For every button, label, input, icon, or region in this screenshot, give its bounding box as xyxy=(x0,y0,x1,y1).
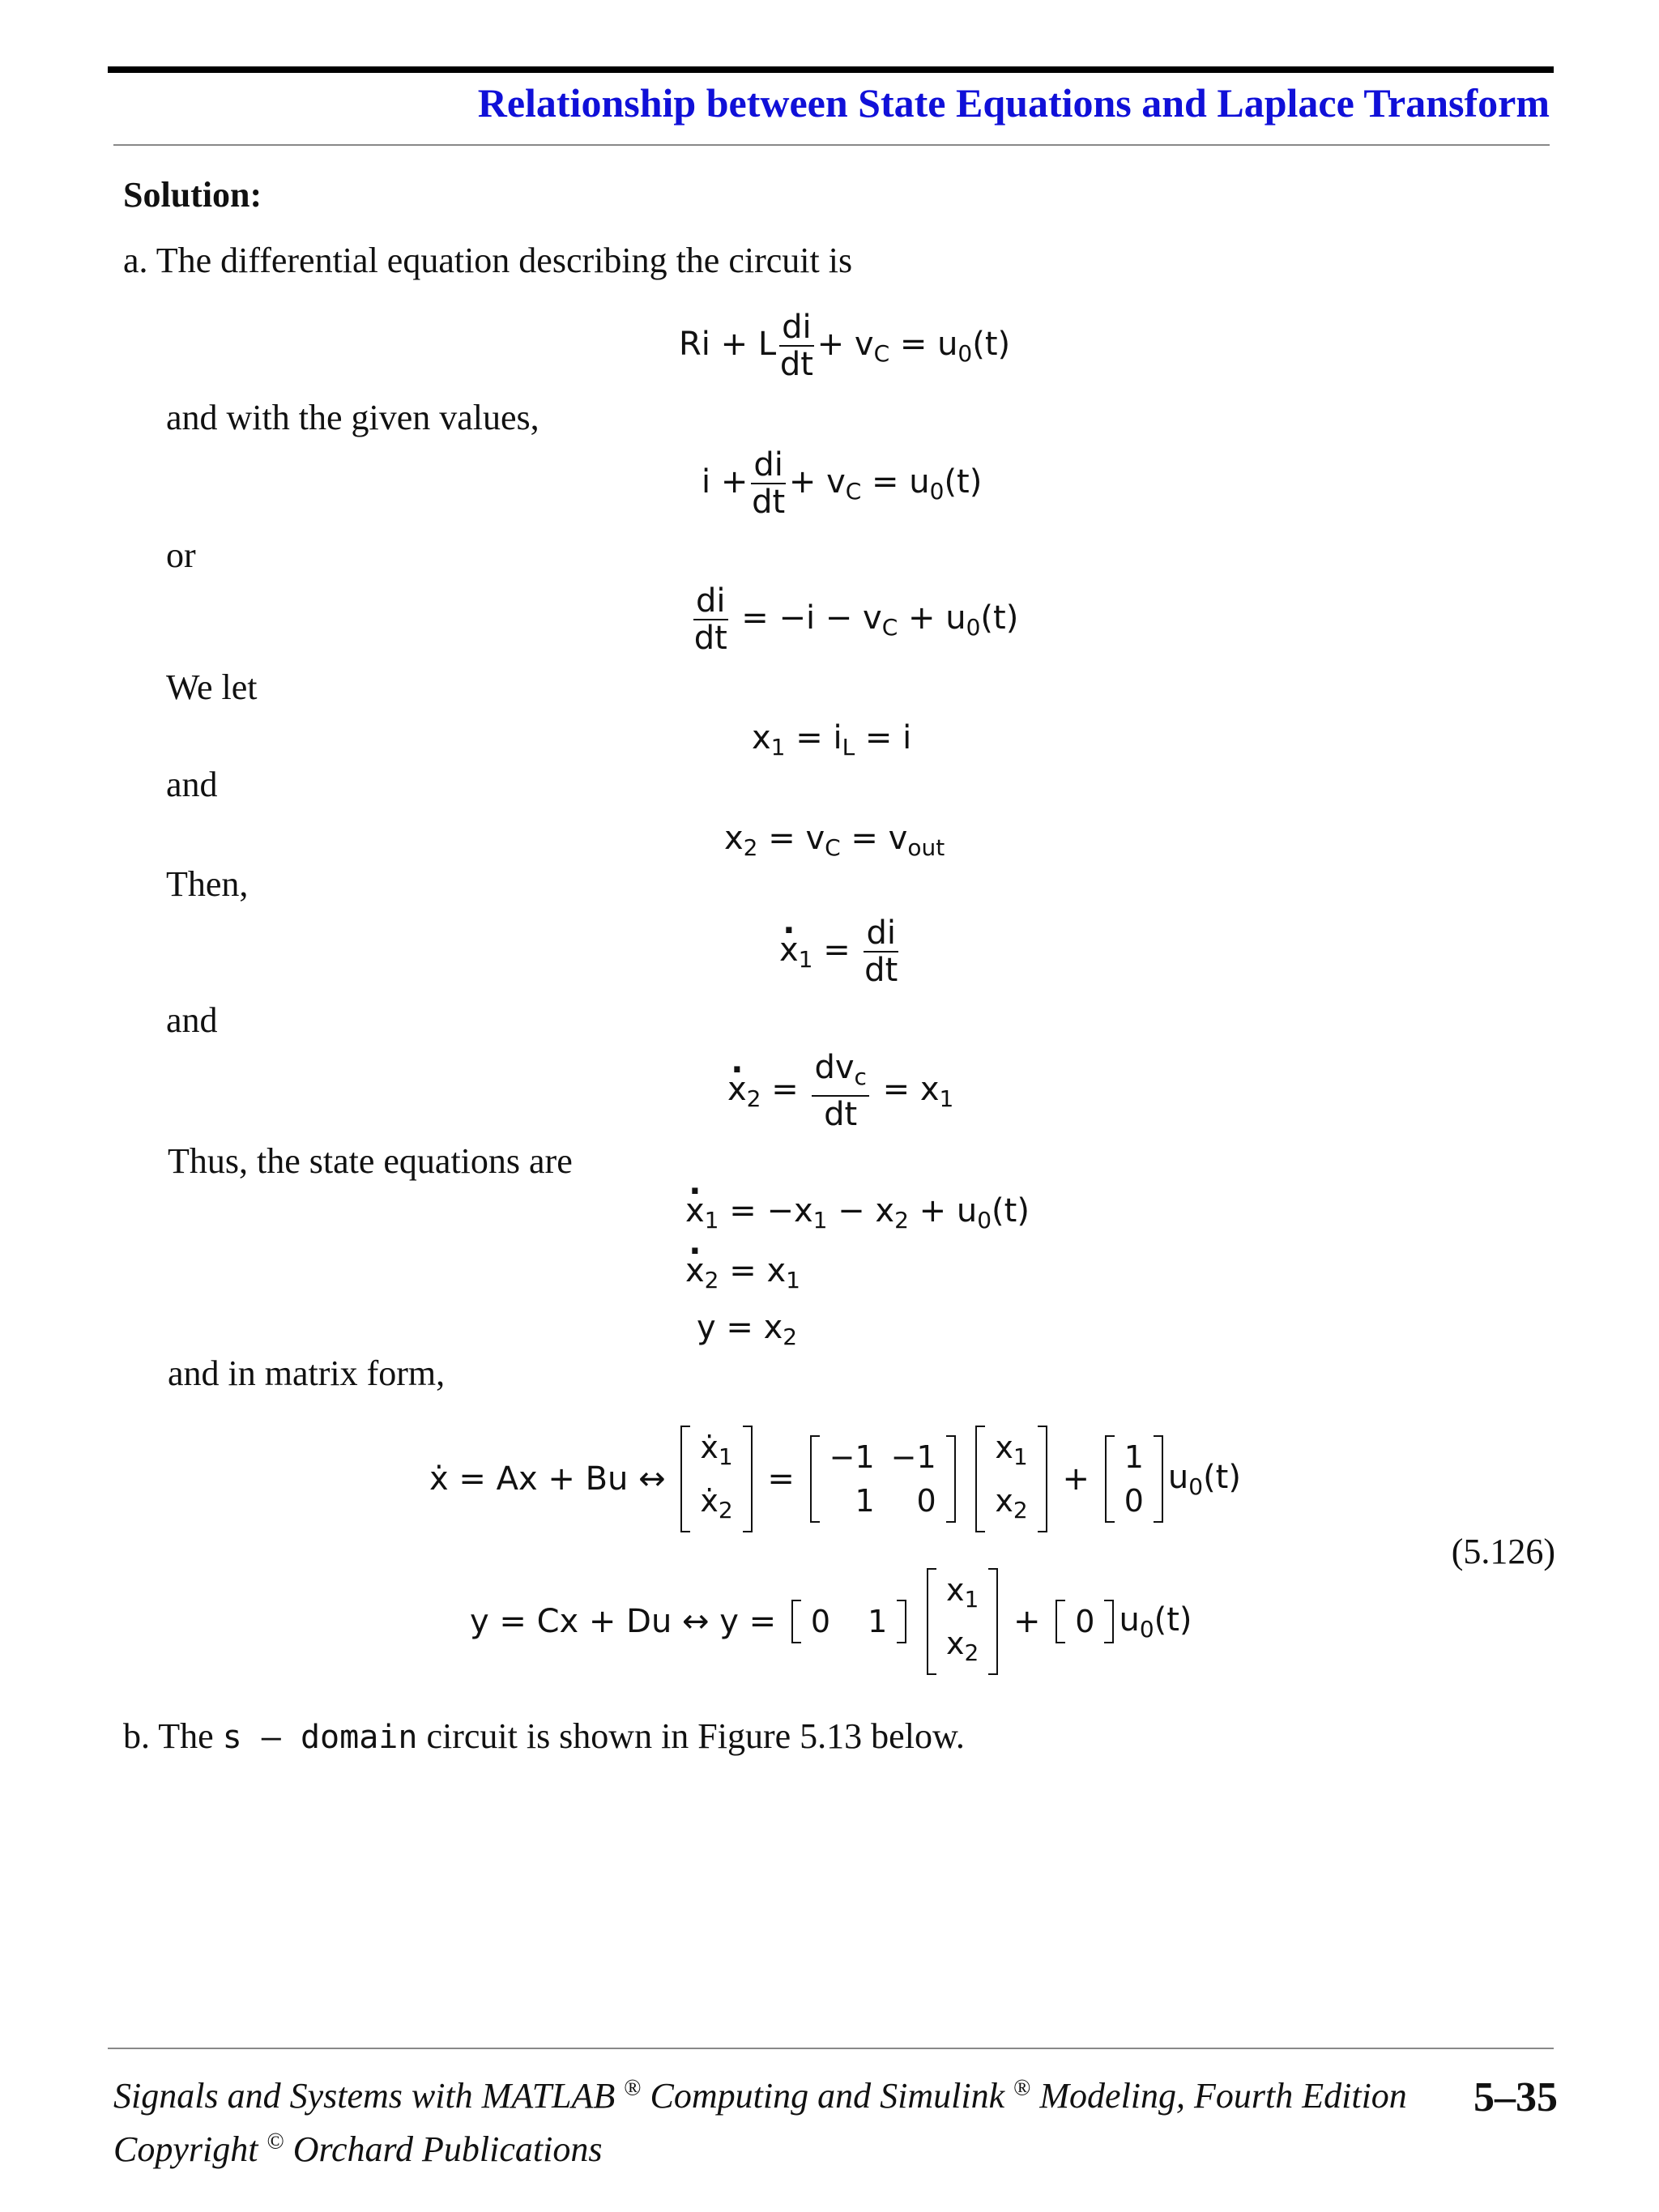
equation-x2-dot: · $x_2$ = $\frac{dv_c}{dt}$ = $x_1$ xyxy=(727,1050,953,1132)
state-eq-1: · $x_1 = -x_1 - x_2 + u_0(t)$ xyxy=(685,1192,1030,1234)
given-values-text: and with the given values, xyxy=(166,398,539,437)
equation-number: (5.126) xyxy=(1451,1532,1555,1571)
footer-divider xyxy=(108,2048,1554,2049)
header-rule xyxy=(108,66,1554,73)
equation-di-dt: $\frac{di}{dt}$ = $-i - v_C + u_0(t)$ xyxy=(693,582,1019,657)
page-number: 5–35 xyxy=(1473,2074,1558,2120)
we-let-text: We let xyxy=(166,667,258,707)
header-divider xyxy=(113,144,1550,146)
and-text-2: and xyxy=(166,1000,218,1040)
footer-copyright: Copyright © Orchard Publications xyxy=(113,2129,603,2169)
then-text: Then, xyxy=(166,864,249,904)
footer-book-title: Signals and Systems with MATLAB ® Computing and Simulink ® Modeling, Fourth Edition xyxy=(113,2075,1407,2116)
part-a-text: a. The differential equation describing the circuit is xyxy=(123,241,853,280)
equation-given-values: i + $\frac{di}{dt}$ + $v_C = u_0(t)$ xyxy=(702,446,983,521)
matrix-output-equation: y = Cx + Du ↔ y = 0 1 $x_1$ $x_2$ + 0 $u_0(t)$ xyxy=(470,1568,1192,1675)
or-text: or xyxy=(166,535,196,575)
thus-text: Thus, the state equations are xyxy=(168,1141,573,1181)
matrix-form-text: and in matrix form, xyxy=(168,1353,446,1393)
and-text-1: and xyxy=(166,765,218,804)
solution-label: Solution: xyxy=(123,175,262,215)
equation-x1-def: $x_1 = i_L = i$ xyxy=(752,719,912,761)
equation-x1-dot: · $x_1$ = $\frac{di}{dt}$ xyxy=(779,915,902,988)
part-b-text: b. The s – domain circuit is shown in Figure 5.13 below. xyxy=(123,1716,965,1756)
equation-x2-def: $x_2 = v_C = v_{out}$ xyxy=(724,820,945,861)
output-eq: $y = x_2$ xyxy=(697,1309,798,1350)
matrix-state-equation: ẋ = Ax + Bu ↔ ẋ$_1$ ẋ$_2$ = −1 −1 1 0 $x_1$ $x_2$ + 1 0 $u_0(t)$ xyxy=(429,1426,1241,1532)
page-title: Relationship between State Equations and Laplace Transform xyxy=(477,80,1550,126)
state-eq-2: · $x_2 = x_1$ xyxy=(685,1252,800,1294)
equation-circuit-de: Ri + L $\frac{di}{dt}$ + $v_C = u_0(t)$ xyxy=(679,309,1011,383)
